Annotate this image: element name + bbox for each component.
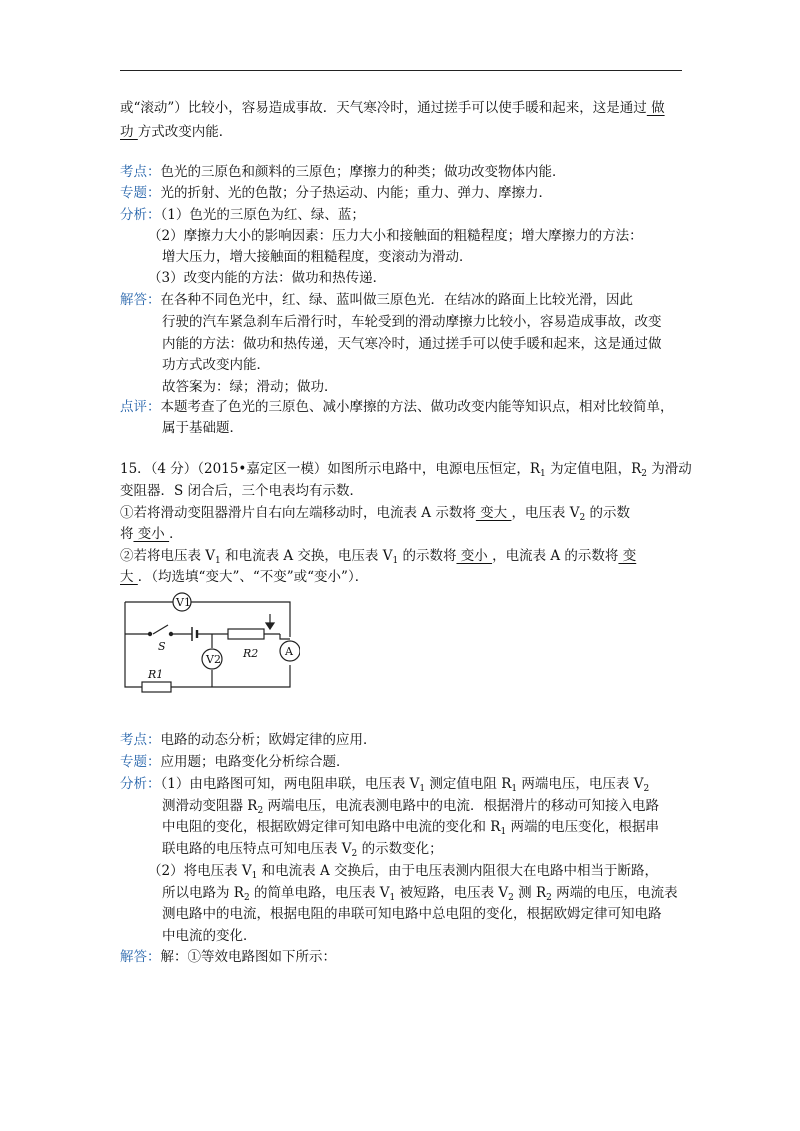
resistor-r1 (142, 682, 171, 692)
r2-label: R2 (243, 647, 259, 660)
fenxi-line: 测滑动变阻器 $R_2$ 两端电压，电流表测电路中的电流．根据滑片的移动可知接入电路 (162, 798, 659, 816)
fenxi-line: 中电阻的变化，根据欧姆定律可知电路中电流的变化和 $R_1$ 两端的电压变化，根据串 (162, 819, 659, 837)
fenxi-line: 中电流的变化． (162, 928, 257, 944)
jieda-row: 解答：解：①等效电路图如下所示： (120, 949, 336, 965)
ammeter-label: A (285, 645, 293, 658)
fenxi-row: 分析：（1）色光的三原色为红、绿、蓝； (120, 207, 365, 223)
text-line: 或“滚动”）比较小，容易造成事故．天气寒冷时，通过搓手可以使手暖和起来，这是通过 做 (120, 100, 665, 116)
kaodian-row: 考点：色光的三原色和颜料的三原色；摩擦力的种类；做功改变物体内能． (120, 164, 566, 180)
jieda-line: 内能的方法：做功和热传递，天气寒冷时，通过搓手可以使手暖和起来，这是通过做 (162, 336, 662, 352)
fenxi-line: （2）将电压表 $V_1$ 和电流表 A 交换后，由于电压表测内阻很大在电路中相当于断路， (148, 863, 658, 881)
wire-r2-ammeter (264, 634, 290, 639)
circuit-diagram (120, 592, 300, 697)
switch-blade (153, 625, 168, 634)
question-stem: 变阻器．S 闭合后，三个电表均有示数． (120, 483, 364, 499)
zhuanti-row: 专题：应用题；电路变化分析综合题． (120, 754, 350, 770)
fenxi-row: 分析：（1）由电路图可知，两电阻串联，电压表 $V_1$ 测定值电阻 $R_1$ 两端电压，电压表 $V_2$ (120, 776, 650, 794)
r1-label: R1 (148, 668, 164, 681)
answer-line: 故答案为：绿；滑动；做功． (162, 379, 338, 395)
question-part-1: 将 变小 ． (120, 526, 183, 542)
kaodian-row: 考点：电路的动态分析；欧姆定律的应用． (120, 732, 377, 748)
header-rule (120, 70, 682, 71)
voltmeter-v1-label: V1 (176, 596, 191, 609)
jieda-line: 行驶的汽车紧急刹车后滑行时，车轮受到的滑动摩擦力比较小，容易造成事故，改变 (162, 314, 662, 330)
question-stem: 15．（4 分）（2015•嘉定区一模）如图所示电路中，电源电压恒定，$R_1$ 为定值电阻，$R_2$ 为滑动 (120, 461, 692, 479)
fenxi-line: 联电路的电压特点可知电压表 $V_2$ 的示数变化； (162, 841, 443, 859)
slider-arrow (266, 623, 274, 629)
question-part-2: 大 ．（均选填“变大”、“不变”或“变小”）． (120, 569, 369, 585)
fenxi-line: （3）改变内能的方法：做功和热传递． (148, 270, 387, 286)
dianping-line: 属于基础题． (162, 420, 243, 436)
dianping-row: 点评：本题考查了色光的三原色、减小摩擦的方法、做功改变内能等知识点，相对比较简单， (120, 399, 674, 415)
question-part-2: ②若将电压表 $V_1$ 和电流表 A 交换，电压表 $V_1$ 的示数将 变小 ，电流表 A 的示数将 变 (120, 548, 637, 566)
wire-top (125, 602, 290, 637)
resistor-r2 (228, 629, 264, 639)
switch-pivot (148, 632, 151, 635)
switch-label: S (158, 640, 166, 653)
fenxi-line: 所以电路为 $R_2$ 的简单电路，电压表 $V_1$ 被短路，电压表 $V_2$ 测 $R_2$ 两端的电压，电流表 (162, 885, 678, 903)
zhuanti-row: 专题：光的折射、光的色散；分子热运动、内能；重力、弹力、摩擦力． (120, 185, 552, 201)
voltmeter-v2-label: V2 (206, 653, 221, 666)
fenxi-line: 增大压力，增大接触面的粗糙程度，变滚动为滑动． (162, 249, 473, 265)
text-line: 功 方式改变内能． (120, 124, 233, 140)
jieda-row: 解答：在各种不同色光中，红、绿、蓝叫做三原色光．在结冰的路面上比较光滑，因此 (120, 292, 633, 308)
question-part-1: ①若将滑动变阻器滑片自右向左端移动时，电流表 A 示数将 变大 ，电压表 $V_2$ 的示数 (120, 505, 631, 523)
fenxi-line: （2）摩擦力大小的影响因素：压力大小和接触面的粗糙程度；增大摩擦力的方法： (148, 228, 643, 244)
fenxi-line: 测电路中的电流，根据电阻的串联可知电路中总电阻的变化，根据欧姆定律可知电路 (162, 906, 662, 922)
jieda-line: 功方式改变内能． (162, 357, 270, 373)
